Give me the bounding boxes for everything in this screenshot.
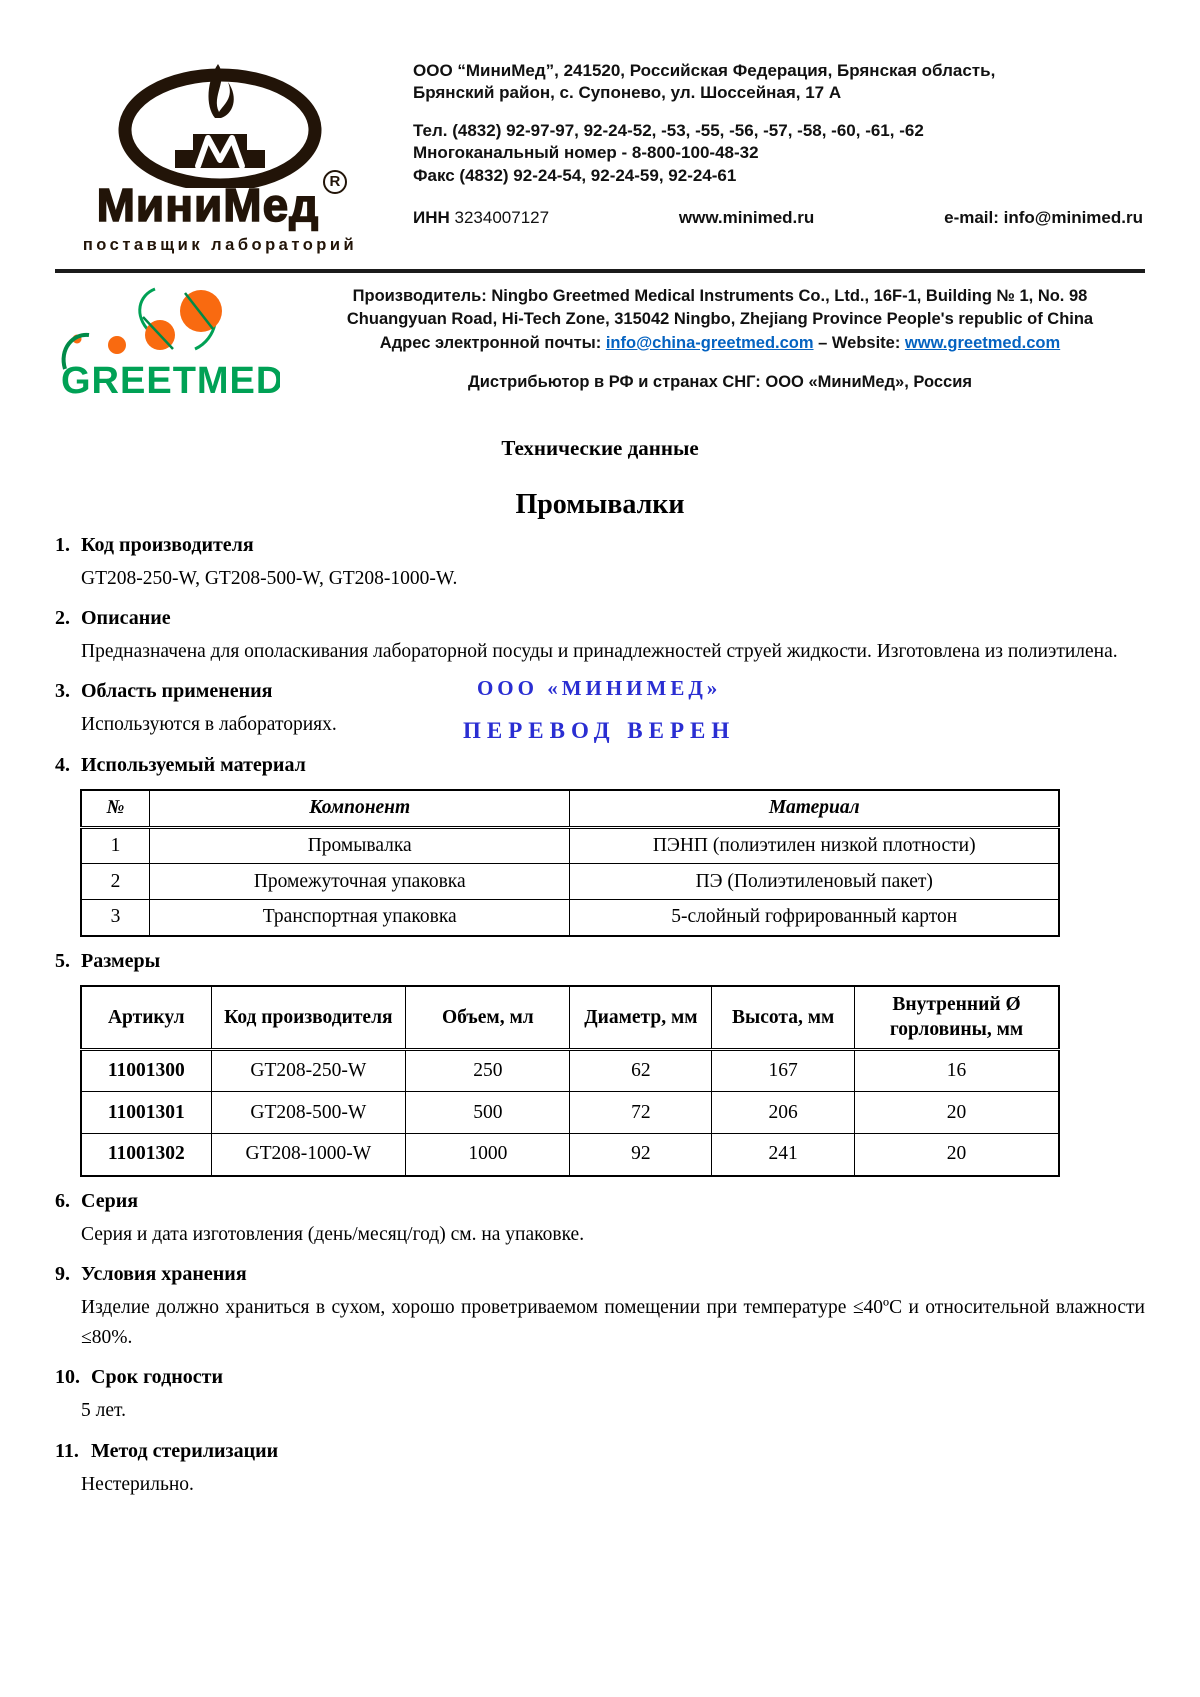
company-email: e-mail: info@minimed.ru bbox=[944, 208, 1143, 228]
section-series bbox=[55, 1190, 1145, 1250]
inn-row bbox=[413, 207, 1145, 229]
cell: GT208-1000-W bbox=[211, 1134, 406, 1176]
company-website: www.minimed.ru bbox=[678, 208, 815, 228]
cell: 11001302 bbox=[81, 1134, 211, 1176]
section-9-body: Изделие должно храниться в сухом, хорошо проветриваемом помещении при температуре ≤40ºС и относительной влажности ≤80%. bbox=[81, 1296, 1145, 1349]
phone-line-1: Тел. (4832) 92-97-97, 92-24-52, -53, -55, -56, -57, -58, -60, -61, -62 bbox=[413, 120, 924, 140]
cell: 241 bbox=[712, 1134, 855, 1176]
cell: ПЭНП (полиэтилен низкой плотности) bbox=[570, 828, 1059, 864]
sections bbox=[55, 534, 1145, 1500]
dims-col-height: Высота, мм bbox=[712, 986, 855, 1050]
section-1-heading: 1. Код производителя bbox=[55, 534, 254, 556]
svg-text:GREETMED: GREETMED bbox=[61, 360, 280, 402]
greetmed-logo bbox=[55, 283, 295, 410]
inn: ИНН 3234007127 bbox=[413, 208, 550, 228]
materials-header-row bbox=[81, 790, 1059, 828]
section-4-heading: 4. Используемый материал bbox=[55, 753, 306, 776]
company-phones bbox=[413, 120, 1145, 187]
minimed-tagline: поставщик лабораторий bbox=[82, 236, 358, 254]
table-row bbox=[81, 1134, 1059, 1176]
section-1-body: GT208-250-W, GT208-500-W, GT208-1000-W. bbox=[81, 568, 458, 589]
materials-col-component: Компонент bbox=[149, 790, 570, 828]
dimensions-table bbox=[80, 985, 1060, 1177]
cell: 20 bbox=[855, 1134, 1059, 1176]
cell: Промежуточная упаковка bbox=[149, 864, 570, 900]
header-divider bbox=[55, 269, 1145, 273]
materials-col-number: № bbox=[81, 790, 149, 828]
table-row bbox=[81, 828, 1059, 864]
cell: 500 bbox=[406, 1092, 570, 1134]
dims-col-diameter: Диаметр, мм bbox=[570, 986, 712, 1050]
registered-trademark-icon: R bbox=[323, 170, 347, 194]
cell: 1000 bbox=[406, 1134, 570, 1176]
section-sterilization bbox=[55, 1440, 1145, 1500]
section-11-heading: 11. Метод стерилизации bbox=[55, 1439, 279, 1462]
manufacturer-text bbox=[295, 283, 1145, 395]
product-title: Промывалки bbox=[515, 489, 685, 520]
header bbox=[55, 52, 1145, 255]
dims-col-neck: Внутренний Ø горловины, мм bbox=[855, 986, 1059, 1050]
dims-col-code: Код производителя bbox=[211, 986, 406, 1050]
cell: 11001300 bbox=[81, 1050, 211, 1092]
section-10-heading: 10. Срок годности bbox=[55, 1366, 223, 1389]
section-9-heading: 9. Условия хранения bbox=[55, 1262, 247, 1285]
section-6-body: Серия и дата изготовления (день/месяц/год) см. на упаковке. bbox=[81, 1223, 585, 1245]
table-row bbox=[81, 864, 1059, 900]
cell: 20 bbox=[855, 1092, 1059, 1134]
cell: 206 bbox=[712, 1092, 855, 1134]
cell: 1 bbox=[81, 828, 149, 864]
manufacturer-line-1: Производитель: Ningbo Greetmed Medical Instruments Co., Ltd., 16F-1, Building № 1, No. 98 bbox=[352, 287, 1088, 305]
cell: 62 bbox=[570, 1050, 712, 1092]
section-2-heading: 2. Описание bbox=[55, 607, 171, 630]
section-dimensions bbox=[55, 950, 1145, 1177]
table-row bbox=[81, 1092, 1059, 1134]
cell: 72 bbox=[570, 1092, 712, 1134]
dims-col-article: Артикул bbox=[81, 986, 211, 1050]
website-label: – Website: bbox=[813, 333, 905, 352]
phone-line-3: Факс (4832) 92-24-54, 92-24-59, 92-24-61 bbox=[413, 165, 737, 185]
materials-table bbox=[80, 789, 1060, 937]
section-11-body: Нестерильно. bbox=[81, 1473, 194, 1495]
section-application-area bbox=[55, 676, 1145, 744]
company-address bbox=[413, 60, 1145, 105]
address-line-1: ООО “МиниМед”, 241520, Российская Федерация, Брянская область, bbox=[413, 61, 996, 80]
section-5-heading: 5. Размеры bbox=[55, 949, 161, 972]
cell: 250 bbox=[406, 1050, 570, 1092]
section-3-heading: 3. Область применения bbox=[55, 680, 273, 703]
section-manufacturer-code bbox=[55, 534, 1145, 594]
minimed-candle-icon bbox=[95, 58, 345, 188]
cell: 2 bbox=[81, 864, 149, 900]
stamp-company-line: ООО «МИНИМЕД» bbox=[476, 676, 722, 701]
cell: 5-слойный гофрированный картон bbox=[570, 900, 1059, 936]
cell: 3 bbox=[81, 900, 149, 936]
cell: 11001301 bbox=[81, 1092, 211, 1134]
manufacturer-block bbox=[55, 283, 1145, 410]
section-storage bbox=[55, 1263, 1145, 1353]
address-line-2: Брянский район, с. Супонево, ул. Шоссейная, 17 А bbox=[413, 83, 842, 103]
manufacturer-line-2: Chuangyuan Road, Hi-Tech Zone, 315042 Ningbo, Zhejiang Province People's republic of China bbox=[346, 310, 1094, 329]
stamp-verified-line: ПЕРЕВОД ВЕРЕН bbox=[463, 718, 736, 744]
email-label: Адрес электронной почты: bbox=[379, 333, 606, 352]
table-row bbox=[81, 1050, 1059, 1092]
cell: GT208-250-W bbox=[211, 1050, 406, 1092]
section-6-heading: 6. Серия bbox=[55, 1189, 139, 1212]
manufacturer-website-link[interactable]: www.greetmed.com bbox=[904, 333, 1061, 352]
section-10-body: 5 лет. bbox=[81, 1400, 126, 1422]
manufacturer-email-link[interactable]: info@china-greetmed.com bbox=[605, 333, 814, 352]
section-2-body: Предназначена для ополаскивания лабораторной посуды и принадлежностей струей жидкости. Изготовлена из полиэтилена. bbox=[81, 641, 1118, 663]
minimed-brand-text: МиниМед R bbox=[55, 182, 385, 228]
cell: 167 bbox=[712, 1050, 855, 1092]
manufacturer-contacts bbox=[295, 332, 1145, 355]
greetmed-logo-icon bbox=[55, 287, 280, 405]
minimed-logo bbox=[55, 52, 385, 255]
distributor-line: Дистрибьютор в РФ и странах СНГ: ООО «МиниМед», Россия bbox=[468, 373, 972, 392]
cell: 92 bbox=[570, 1134, 712, 1176]
section-materials bbox=[55, 754, 1145, 937]
document-title: Технические данные bbox=[501, 436, 699, 460]
dims-col-volume: Объем, мл bbox=[406, 986, 570, 1050]
cell: Промывалка bbox=[149, 828, 570, 864]
table-row bbox=[81, 900, 1059, 936]
section-description bbox=[55, 607, 1145, 667]
cell: 16 bbox=[855, 1050, 1059, 1092]
contact-info bbox=[385, 52, 1145, 230]
section-3-body: Используются в лабораториях. bbox=[81, 714, 337, 736]
materials-col-material: Материал bbox=[570, 790, 1059, 828]
phone-line-2: Многоканальный номер - 8-800-100-48-32 bbox=[413, 143, 759, 163]
cell: Транспортная упаковка bbox=[149, 900, 570, 936]
section-shelf-life bbox=[55, 1366, 1145, 1426]
cell: GT208-500-W bbox=[211, 1092, 406, 1134]
dimensions-header-row bbox=[81, 986, 1059, 1050]
cell: ПЭ (Полиэтиленовый пакет) bbox=[570, 864, 1059, 900]
